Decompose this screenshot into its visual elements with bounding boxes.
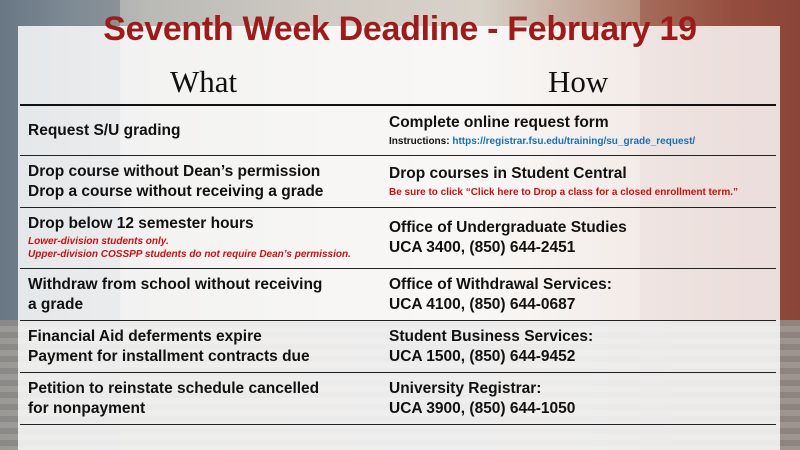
table-row-what <box>28 162 323 202</box>
how-line: Office of Undergraduate Studies <box>389 219 627 236</box>
page-title: Seventh Week Deadline - February 19 <box>103 10 697 48</box>
what-line: for nonpayment <box>28 400 146 417</box>
table-row-what <box>28 275 322 315</box>
what-line: Payment for installment contracts due <box>28 348 310 365</box>
table-row-what <box>28 214 351 261</box>
table-row-how <box>389 275 612 315</box>
table-row-what <box>28 121 180 141</box>
how-line: UCA 1500, (850) 644-9452 <box>389 348 576 365</box>
table-row-what <box>28 379 319 419</box>
table-row-what <box>28 327 310 367</box>
column-header-what: What <box>170 64 238 99</box>
how-line: UCA 4100, (850) 644-0687 <box>389 296 576 313</box>
how-line: Student Business Services: <box>389 328 594 345</box>
how-line: Office of Withdrawal Services: <box>389 276 612 293</box>
what-line: Request S/U grading <box>28 122 181 139</box>
table-row-how <box>389 327 593 367</box>
what-note: Upper-division COSSPP students do not require Dean’s permission. <box>28 249 351 260</box>
instructions-label: Instructions: <box>389 136 453 147</box>
instructions-note <box>389 135 695 148</box>
row-divider <box>20 207 776 208</box>
how-line: UCA 3900, (850) 644-1050 <box>389 400 576 417</box>
what-line: Drop a course without receiving a grade <box>28 183 324 200</box>
how-line: UCA 3400, (850) 644-2451 <box>389 239 576 256</box>
what-line: Drop course without Dean’s permission <box>28 163 321 180</box>
what-line: Drop below 12 semester hours <box>28 215 254 232</box>
table-row-how <box>389 218 627 258</box>
table-row-how <box>389 379 575 419</box>
what-line: a grade <box>28 296 84 313</box>
row-divider <box>20 424 776 425</box>
drop-class-note: Be sure to click “Click here to Drop a class for a closed enrollment term.” <box>389 187 739 198</box>
row-divider <box>20 268 776 269</box>
table-row-how <box>389 164 738 199</box>
row-divider <box>20 320 776 321</box>
what-line: Financial Aid deferments expire <box>28 328 262 345</box>
how-line: University Registrar: <box>389 380 542 397</box>
header-divider <box>20 104 776 106</box>
table-row-how <box>389 113 695 148</box>
row-divider <box>20 155 776 156</box>
how-line: Complete online request form <box>389 114 609 131</box>
how-line: Drop courses in Student Central <box>389 165 627 182</box>
what-line: Petition to reinstate schedule cancelled <box>28 380 320 397</box>
what-line: Withdraw from school without receiving <box>28 276 323 293</box>
what-note: Lower-division students only. <box>28 236 169 247</box>
row-divider <box>20 372 776 373</box>
column-header-how: How <box>548 64 609 99</box>
su-grade-request-link[interactable]: https://registrar.fsu.edu/training/su_grade_request/ <box>452 136 696 147</box>
